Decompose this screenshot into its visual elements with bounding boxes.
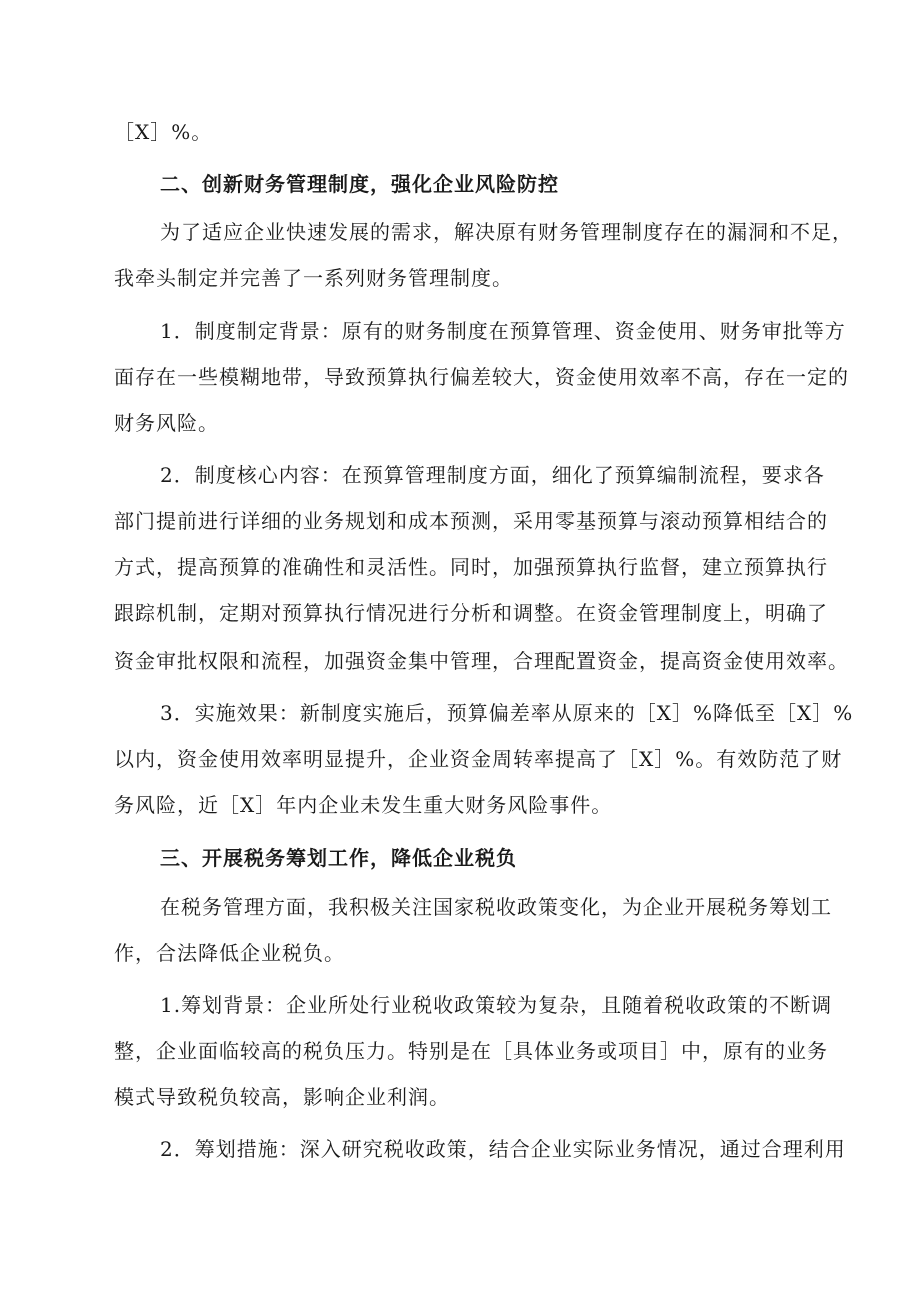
- list-item-line: 2．制度核心内容：在预算管理制度方面，细化了预算编制流程，要求各: [160, 463, 825, 487]
- list-item-line: 方式，提高预算的准确性和灵活性。同时，加强预算执行监督，建立预算执行: [114, 555, 828, 579]
- list-item-line: 以内，资金使用效率明显提升，企业资金周转率提高了［X］%。有效防范了财: [114, 747, 843, 771]
- paragraph-line: 在税务管理方面，我积极关注国家税收政策变化，为企业开展税务筹划工: [160, 895, 832, 919]
- paragraph-line: 作，合法降低企业税负。: [114, 941, 345, 965]
- section-heading-3: 三、开展税务筹划工作，降低企业税负: [160, 846, 517, 870]
- list-item-line: 务风险，近［X］年内企业未发生重大财务风险事件。: [114, 793, 613, 817]
- list-item-line: 整，企业面临较高的税负压力。特别是在［具体业务或项目］中，原有的业务: [114, 1039, 828, 1063]
- section-heading-2: 二、创新财务管理制度，强化企业风险防控: [160, 172, 559, 196]
- list-item-line: 资金审批权限和流程，加强资金集中管理，合理配置资金，提高资金使用效率。: [114, 649, 849, 673]
- continued-line: ［X］%。: [114, 120, 213, 144]
- list-item-line: 跟踪机制，定期对预算执行情况进行分析和调整。在资金管理制度上，明确了: [114, 601, 828, 625]
- list-item-line: 1．制度制定背景：原有的财务制度在预算管理、资金使用、财务审批等方: [160, 319, 846, 343]
- paragraph-line: 我牵头制定并完善了一系列财务管理制度。: [114, 266, 513, 290]
- list-item-line: 财务风险。: [114, 411, 219, 435]
- list-item-line: 1.筹划背景：企业所处行业税收政策较为复杂，且随着税收政策的不断调: [160, 993, 833, 1017]
- list-item-line: 模式导致税负较高，影响企业利润。: [114, 1085, 450, 1109]
- paragraph-line: 为了适应企业快速发展的需求，解决原有财务管理制度存在的漏洞和不足，: [160, 220, 853, 244]
- list-item-line: 2．筹划措施：深入研究税收政策，结合企业实际业务情况，通过合理利用: [160, 1137, 846, 1161]
- list-item-line: 面存在一些模糊地带，导致预算执行偏差较大，资金使用效率不高，存在一定的: [114, 365, 849, 389]
- list-item-line: 部门提前进行详细的业务规划和成本预测，采用零基预算与滚动预算相结合的: [114, 509, 828, 533]
- list-item-line: 3．实施效果：新制度实施后，预算偏差率从原来的［X］%降低至［X］%: [160, 701, 854, 725]
